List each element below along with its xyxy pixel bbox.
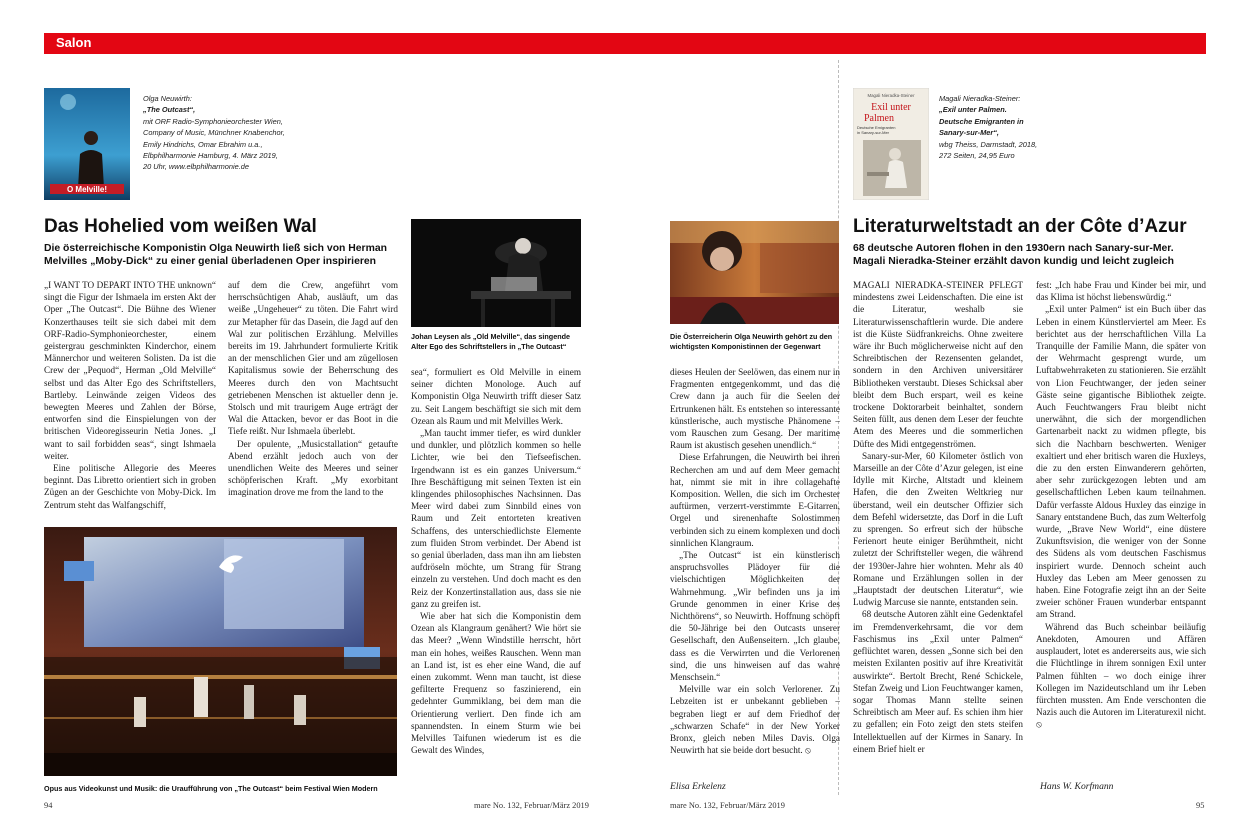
paragraph: 68 deutsche Autoren zählt eine Gedenktafel im Fremdenverkehrsamt, die vor dem Faschismus ins „Exil unter Palmen“ geflüchtet waren, dessen „Sonne sich bei den meisten Exilanten positiv auf ihre Kreativität auswirkte“. Bertolt Brecht, René Schickele, Stefan Zweig und Lion Feuchtwanger kamen, sogar Thomas Mann stellte seinen Schreibtisch am Meer auf. Es schien ihm hier zu gefallen; ein Foto zeigt den stets steifen Intellektuellen auf der Kirmes in Sanary. In einem Brief hielt er — [853, 609, 1023, 754]
paragraph: „Exil unter Palmen“ ist ein Buch über das Leben in einem Künstlerviertel am Meer. Es berichtet aus der herrschaftlichen Villa La Tranquille der Familie Mann, die später von der Wehrmacht gesprengt wurde, um Luftabwehrraketen zu stationieren. Sie erzählt von Lion Feuchtwanger, der jeden seiner Gäste seine gigantische Bibliothek zeigte. Auch Feuchtwangers Frau bleibt nicht unerwähnt, die sich der morgendlichen Gartenarbeit nackt zu widmen pflegte, bis sich die Nachbarn beschwerten. Weniger exaltiert und eher britisch waren die Huxleys, die zu den ersten Einwanderern gehörten, aber sehr zurückgezogen lebten und am gesellschaftlichen Leben kaum teilnahmen. Dafür verfasste Aldous Huxley das einzige in Sanary entstandene Buch, das zum Welterfolg wurde, „Brave New World“, eine düstere Zukunftsvision, die weniger von der Sonne des Südens als vom deutschen Faschismus inspiriert wurde. Dennoch scheint auch Huxley das Leben am Meer genossen zu haben. Eine Fotografie zeigt ihn an der Seite zweier schöner Frauen wunderbar entspannt am Strand. — [1036, 304, 1206, 620]
paragraph: auf dem die Crew, angeführt vom herrschsüchtigen Ahab, ausläuft, um das weiße „Ungeheuer“ zu töten. Die Fahrt wird zur Metapher für das Dasein, die Jagd auf den Wal zur politischen Erzählung. Melvilles bereits im 19. Jahrhundert formulierte Kritik an der menschlichen Gier und am zügellosen Kapitalismus sowie der Beherrschung des Meeres durch den von Machtsucht getriebenen Menschen ist aktueller denn je. Stolsch und mit traurigem Auge erträgt der Wal die Attacken, bevor er das Boot in die Tiefe reißt. Nur Ishmaela überlebt. — [228, 280, 398, 437]
left-deck — [44, 242, 404, 269]
portrait-caption — [670, 332, 845, 352]
paragraph: sea“, formuliert es Old Melville in einem seiner dichten Monologe. Auch auf Komponistin Olga Neuwirth trifft dieser Satz zu. Seit Langem beschäftigt sie sich mit dem Ozean als Raum und mit Melvilles Werk. — [411, 367, 581, 426]
author-credit-1: Elisa Erkelenz — [670, 781, 726, 792]
cd-cover-image — [44, 88, 130, 200]
info-line: Elbphilharmonie Hamburg, 4. März 2019, — [143, 151, 278, 161]
info-line: Magali Nieradka-Steiner: — [939, 94, 1021, 103]
book-cover-author: Magali Nieradka-Steiner — [867, 93, 915, 98]
paragraph: Eine politische Allegorie des Meeres beginnt. Das Libretto orientiert sich in groben Zügen an der Geschichte von Moby-Dick. Im Zentrum steht das Walfangschiff, — [44, 463, 216, 510]
info-line: mit ORF Radio-Symphonieorchester Wien, — [143, 116, 283, 126]
paragraph: dieses Heulen der Seelöwen, das einem nur in Fragmenten entgegenkommt, und das die Crew dann ja auch für die Seelen der Ertrunkenen hält. Es entstehen so interessante künstlerische, auch mystische Phänomene – vom Rauschen zum Gesang. Der maritime Raum ist akustisch gesehen unendlich.“ — [670, 367, 840, 451]
left-page-number: 94 — [44, 801, 53, 810]
opera-caption: Opus aus Videokunst und Musik: die Uraufführung von „The Outcast“ beim Festival Wien Modern — [44, 784, 378, 793]
right-deck-line: Magali Nieradka-Steiner erzählt davon kundig und leicht zugleich — [853, 256, 1175, 268]
info-line: 272 Seiten, 24,95 Euro — [939, 151, 1015, 161]
paragraph: „I WANT TO DEPART INTO THE unknown“ singt die Figur der Ishmaela im ersten Akt der Oper „The Outcast“. Die Bühne des Wiener Konzerthauses teilt sie sich dabei mit dem ORF-Radio-Symphonieorchester, einem geistergrau geschminkten Kinderchor, einem Männerchor und weiteren Solisten. Da ist die Crew der „Pequod“, Herman „Old Melville“ selbst und das Alter Ego des Schriftstellers, Bartleby. Leinwände zeigen Videos des bewegten Meeres und Zahlen der Börse, entworfen sind die Einspielungen von der britischen Videoregisseurin Netia Jones. „I want to sail forbidden seas“, singt Ishmaela weiter. — [44, 280, 216, 461]
neuwirth-portrait-photo — [670, 221, 839, 324]
left-column-3 — [411, 366, 581, 796]
book-cover-title-2: Palmen — [864, 113, 894, 124]
right-column-1 — [670, 366, 840, 774]
info-line: Olga Neuwirth: — [143, 94, 192, 103]
left-column-2 — [228, 279, 398, 515]
left-headline: Das Hohelied vom weißen Wal — [44, 216, 317, 237]
paragraph: MAGALI NIERADKA-STEINER PFLEGT mindestens zwei Leidenschaften. Die eine ist die Literatur, weshalb sie Literaturwissenschaftlerin wurde. Die andere ist die Küste Südfrankreichs. Ohne zweitere wäre ihr Buch möglicherweise nicht auf den Schreibtischen der Rezensenten gelandet, sondern in den Archiven universitärer Bibliotheken verstaubt. Dieses Schicksal aber bleibt dem Buch erspart, weil es keine trockene Doktorarbeit beinhaltet, sondern Seiten füllt, aus denen dem Leser der feuchte Atem des Meeres und die sommerlichen Düfte des Midi entgegenströmen. — [853, 280, 1023, 449]
left-deck-line: Die österreichische Komponistin Olga Neuwirth ließ sich von Herman — [44, 243, 387, 254]
right-column-2 — [853, 279, 1023, 795]
right-issue-line: mare No. 132, Februar/März 2019 — [670, 801, 785, 810]
info-line: 20 Uhr, www.elbphilharmonie.de — [143, 162, 249, 172]
right-page-number: 95 — [1196, 801, 1205, 810]
leysen-photo — [411, 219, 581, 327]
paragraph: „The Outcast“ ist ein künstlerisch anspruchsvolles Plädoyer für die vielschichtigen Möglichkeiten der Wahrnehmung. „Wir befinden uns ja im Grunde genommen in einer Krise des Nichthörens“, so Neuwirth. Hoffnung schöpft die 50-Jährige bei den Outcasts unserer Gesellschaft, den Außenseitern. „Ich glaube, dass es die Verwirrten und die Verlorenen sind, die uns hinweisen auf das wahre Menschsein.“ — [670, 550, 840, 683]
caption-line: wichtigsten Komponistinnen der Gegenwart — [670, 342, 821, 352]
caption-line: Johan Leysen als „Old Melville“, das singende — [411, 332, 570, 341]
paragraph: Wie aber hat sich die Komponistin dem Ozean als Klangraum genähert? Wie hört sie das Meer? „Wenn Windstille herrscht, hört man ein hohes, weißes Rauschen. Wenn man an Land ist, ist es eher eine Wand, die auf einen zukommt. Wenn man taucht, ist diese gefilterte Frequenz so faszinierend, ein gedehnter Gummiklang, bei dem man die Orientierung verliert. Den finde ich am spannendsten. In einem Sturm wie bei Melvilles Taifunen wiederum ist es die Gewalt des Windes, — [411, 611, 581, 756]
book-cover-image — [853, 88, 929, 200]
info-line: „Exil unter Palmen. — [939, 105, 1007, 115]
info-line: Sanary-sur-Mer“, — [939, 128, 999, 138]
book-cover-subtitle-2: in Sanary-sur-Mer — [857, 130, 890, 135]
music-info — [143, 93, 353, 173]
paragraph: Diese Erfahrungen, die Neuwirth bei ihren Recherchen am und auf dem Meer gemacht hat, nimmt sie mit in ihre collagehafte Komposition. Wellen, die sich im Orchester auftürmen, verzerrt-verstimmte E-Gitarren, Orgel und sirenenhafte Solostimmen verbinden sich zu einem komplexen und doch sinnlichen Klangraum. — [670, 452, 840, 548]
book-cover-title-1: Exil unter — [871, 102, 911, 113]
paragraph: fest: „Ich habe Frau und Kinder bei mir, und das Klima ist höchst liebenswürdig.“ — [1036, 280, 1206, 303]
info-line: Emily Hindrichs, Omar Ebrahim u.a., — [143, 139, 263, 149]
right-column-3 — [1036, 279, 1206, 775]
right-headline: Literaturweltstadt an der Côte d’Azur — [853, 216, 1187, 237]
info-line: „The Outcast“, — [143, 105, 196, 115]
caption-line: Die Österreicherin Olga Neuwirth gehört zu den — [670, 332, 833, 341]
right-deck-line: 68 deutsche Autoren flohen in den 1930ern nach Sanary-sur-Mer. — [853, 243, 1174, 254]
info-line: Company of Music, Münchner Knabenchor, — [143, 128, 285, 138]
paragraph: Während das Buch scheinbar beiläufig Anekdoten, Amouren und Affären ausplaudert, lotet es andererseits aus, wie sich die Flüchtlinge in ihrem sonnigen Exil unter Palmen fühlten – wo doch einige ihrer Kollegen im Nazideutschland um ihr Leben fürchten mussten. Am Ende verschonten die Nazis auch die Autoren im Literaturexil nicht. ⦸ — [1036, 621, 1206, 730]
leysen-caption — [411, 332, 586, 352]
cd-cover-label: O Melville! — [66, 185, 108, 194]
book-info — [939, 93, 1159, 161]
section-label: Salon — [56, 35, 92, 50]
paragraph: Sanary-sur-Mer, 60 Kilometer östlich von Marseille an der Côte d’Azur gelegen, ist eine Idylle mit Kirche, Altstadt und kleinem Hafen, die den Zweiten Weltkrieg nur überstand, weil ein deutscher Offizier sich dem Befehl widersetzte, das Dorf in die Luft zu sprengen. So erfreut sich der hübsche Ferienort heute einiger Berühmtheit, nicht zuletzt der Schriftsteller wegen, die während der 1930er-Jahre hier wohnten. Mehr als 40 Romane und Erzählungen sollen in der „Hauptstadt der deutschen Literatur“, wie Ludwig Marcuse sie nannte, entstanden sein. — [853, 450, 1023, 608]
left-column-1 — [44, 279, 216, 515]
info-line: wbg Theiss, Darmstadt, 2018, — [939, 139, 1038, 149]
right-deck — [853, 242, 1213, 269]
paragraph: „Man taucht immer tiefer, es wird dunkler und dunkler, und plötzlich kommen so helle Lichter, wie bei den Tiefseefischen. Irgendwann ist es ein ganzes Universum.“ Ihre Beschäftigung mit seinen Texten ist ein klingendes philosophisches Nachsinnen. Das Meer wird dabei zum Sinnbild eines von Raum und Zeit entorteten kreativen Schaffens, des unterschiedlichste Elemente zum fluiden Strom verbindet. Der Abend ist so genial überladen, dass man ihn am liebsten aufdröseln möchte, um Strang für Strang einzeln zu verstehen. Und doch macht es den Reiz der Konzertinstallation aus, dass sie nie ganz zu greifen ist. — [411, 428, 581, 609]
info-line: Deutsche Emigranten in — [939, 116, 1024, 126]
caption-line: Alter Ego des Schriftstellers in „The Outcast“ — [411, 342, 567, 352]
book-cover-subtitle-1: Deutsche Emigranten — [857, 125, 896, 130]
left-issue-line: mare No. 132, Februar/März 2019 — [474, 801, 589, 810]
left-deck-line: Melvilles „Moby-Dick“ zu einer genial überladenen Oper inspirieren — [44, 256, 377, 268]
paragraph: Der opulente, „Musicstallation“ getaufte Abend erzählt jedoch auch von der unendlichen Weite des Meeres und seiner schöpferischen Kraft. „My exorbitant imagination drove me from the land to the — [228, 438, 398, 498]
opera-photo — [44, 527, 397, 776]
author-credit-2: Hans W. Korfmann — [1040, 781, 1114, 792]
section-banner — [44, 33, 1206, 54]
paragraph: Melville war ein solch Verlorener. Zu Lebzeiten ist er unbekannt geblieben – begraben liegt er auf dem Friedhof der „schwarzen Schafe“ in der New Yorker Bronx, gleich neben Miles Davis. Olga Neuwirth hat sie beide dort besucht. ⦸ — [670, 684, 840, 756]
